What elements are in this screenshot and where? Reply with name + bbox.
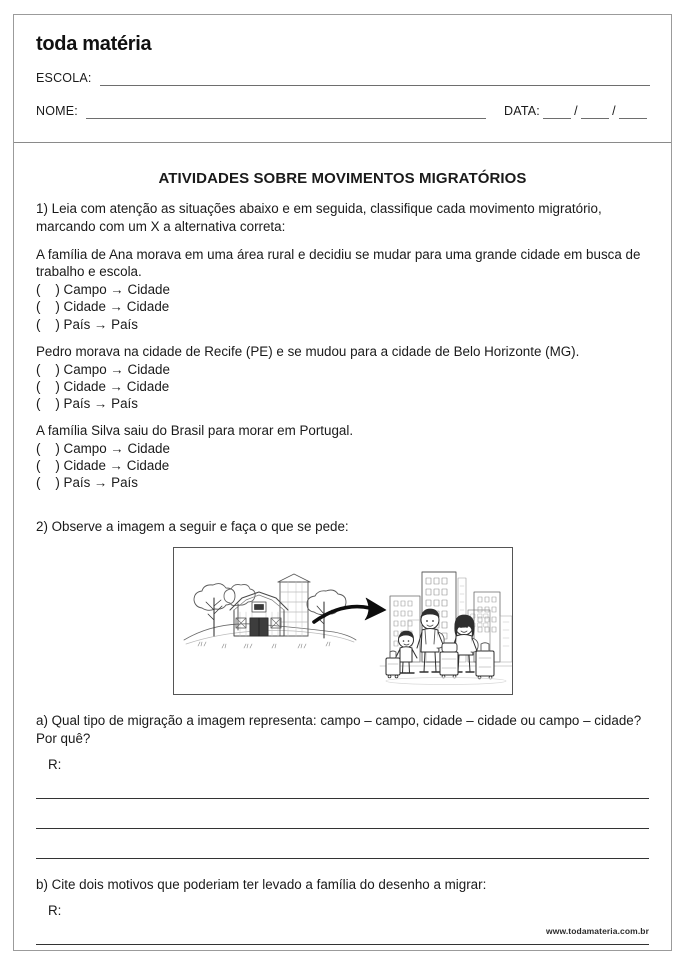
option-cidade-cidade[interactable]: ( ) Cidade → Cidade [36, 378, 170, 394]
option-group [36, 281, 649, 332]
option-group [36, 440, 649, 491]
escola-field-row [36, 71, 650, 86]
page-header [14, 15, 671, 143]
answer-label-a: R: [48, 757, 62, 773]
site-logo: toda matéria [36, 33, 152, 55]
question-2b-prompt: b) Cite dois motivos que poderiam ter levado a família do desenho a migrar: [36, 877, 487, 893]
nome-label: NOME: [36, 104, 78, 118]
worksheet-page [13, 14, 672, 951]
nome-input-line[interactable] [86, 106, 486, 119]
date-separator-2: / [612, 104, 616, 118]
question-1-prompt: 1) Leia com atenção as situações abaixo e em seguida, classifique cada movimento migratório, marcando com um X a alternativa correta: [36, 201, 602, 234]
answer-label-b: R: [48, 902, 62, 918]
scenario-text: A família Silva saiu do Brasil para morar em Portugal. [36, 423, 354, 439]
migration-illustration [173, 547, 513, 695]
option-group [36, 361, 649, 412]
page-title: ATIVIDADES SOBRE MOVIMENTOS MIGRATÓRIOS [158, 170, 527, 187]
escola-label: ESCOLA: [36, 71, 92, 85]
data-year-input[interactable] [619, 106, 647, 119]
footer-url: www.todamateria.com.br [546, 926, 649, 936]
answer-line-a-1[interactable] [36, 773, 649, 799]
option-pais-pais[interactable]: ( ) País → País [36, 316, 138, 332]
option-pais-pais[interactable]: ( ) País → País [36, 395, 138, 411]
data-day-input[interactable] [543, 106, 571, 119]
escola-input-line[interactable] [100, 73, 650, 86]
data-label: DATA: [503, 104, 540, 118]
migration-illustration-svg [174, 548, 513, 695]
worksheet-body [14, 170, 671, 945]
answer-line-a-3[interactable] [36, 833, 649, 859]
scenario-text: A família de Ana morava em uma área rural e decidiu se mudar para uma grande cidade em busca de trabalho e escola. [36, 246, 641, 280]
date-separator-1: / [574, 104, 578, 118]
option-cidade-cidade[interactable]: ( ) Cidade → Cidade [36, 458, 170, 474]
question-2a-prompt: a) Qual tipo de migração a imagem representa: campo – campo, cidade – cidade ou campo – cidade? Por quê? [36, 713, 642, 747]
illustration-wrapper [36, 547, 649, 695]
option-pais-pais[interactable]: ( ) País → País [36, 475, 138, 491]
question-2-prompt: 2) Observe a imagem a seguir e faça o que se pede: [36, 519, 349, 535]
option-cidade-cidade[interactable]: ( ) Cidade → Cidade [36, 299, 170, 315]
option-campo-cidade[interactable]: ( ) Campo → Cidade [36, 361, 170, 377]
option-campo-cidade[interactable]: ( ) Campo → Cidade [36, 282, 170, 298]
nome-field-row [36, 104, 650, 119]
option-campo-cidade[interactable]: ( ) Campo → Cidade [36, 440, 170, 456]
scenario-text: Pedro morava na cidade de Recife (PE) e se mudou para a cidade de Belo Horizonte (MG). [36, 343, 580, 359]
data-month-input[interactable] [581, 106, 609, 119]
answer-line-a-2[interactable] [36, 803, 649, 829]
